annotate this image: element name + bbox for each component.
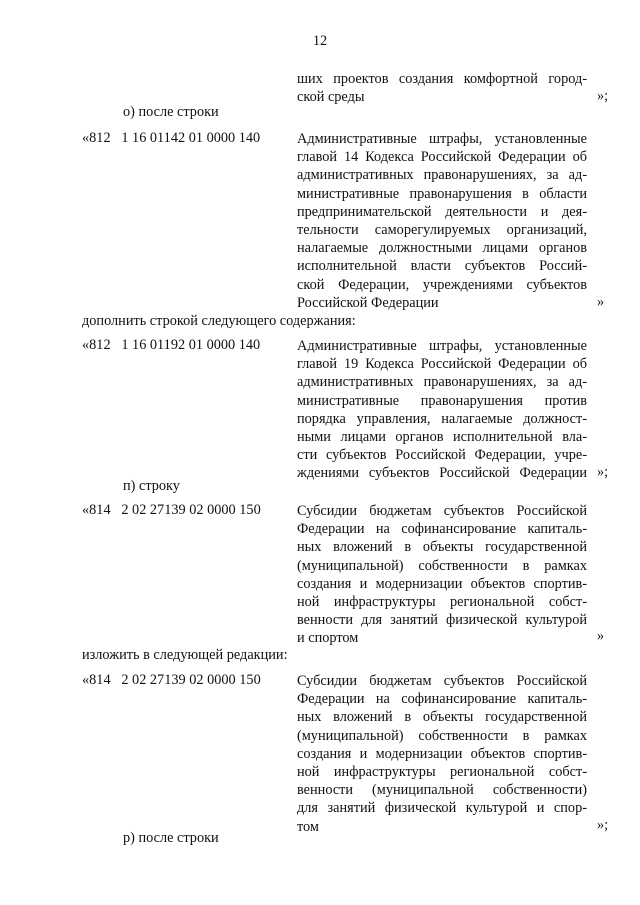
block1-code: «812 1 16 01142 01 0000 140	[82, 130, 261, 146]
desc-line: ской среды	[297, 89, 365, 106]
desc-line: Административные штрафы, установленные	[297, 338, 587, 354]
desc-line: том	[297, 818, 319, 835]
block2-closing-quote: »;	[597, 464, 609, 480]
desc-line: ных вложений в объекты государственной	[297, 539, 587, 556]
desc-line: ших проектов создания комфортной город-	[297, 71, 587, 87]
block2-code: «812 1 16 01192 01 0000 140	[82, 337, 261, 353]
block0-description	[297, 70, 587, 106]
block3-description	[297, 502, 587, 648]
block3-closing-quote: »	[597, 628, 605, 644]
desc-line: Субсидии бюджетам субъектов Российской	[297, 503, 587, 519]
desc-line: (муниципальной) собственности в рамках	[297, 557, 587, 574]
desc-line: ной инфраструктуры региональной собст-	[297, 593, 587, 610]
block0-closing-quote: »;	[597, 88, 609, 104]
desc-line: исполнительной власти субъектов Россий-	[297, 258, 587, 275]
instruction-p: п) строку	[123, 478, 180, 494]
desc-line: (муниципальной) собственности в рамках	[297, 727, 587, 744]
block4-description	[297, 672, 587, 836]
desc-line: предпринимательской деятельности и дея-	[297, 203, 587, 220]
desc-line: тельности саморегулируемых организаций,	[297, 221, 587, 238]
desc-line: ных вложений в объекты государственной	[297, 709, 587, 726]
desc-line: создания и модернизации объектов спортив-	[297, 745, 587, 762]
desc-line: порядка управления, налагаемые должност-	[297, 410, 587, 427]
desc-line: ской Федерации, учреждениями субъектов	[297, 276, 587, 293]
block1-closing-quote: »	[597, 294, 605, 310]
instruction-edit: изложить в следующей редакции:	[82, 647, 288, 663]
block2-description	[297, 337, 587, 483]
desc-line: главой 19 Кодекса Российской Федерации об	[297, 356, 587, 373]
desc-line: налагаемые должностными лицами органов	[297, 240, 587, 257]
page-number: 12	[312, 33, 328, 49]
instruction-o: о) после строки	[123, 104, 219, 120]
desc-line: административных правонарушениях, за ад-	[297, 167, 587, 184]
block4-code: «814 2 02 27139 02 0000 150	[82, 672, 261, 688]
desc-line: ной инфраструктуры региональной собст-	[297, 763, 587, 780]
desc-line: и спортом	[297, 630, 359, 647]
desc-line: ными лицами органов исполнительной вла-	[297, 428, 587, 445]
desc-line: венности (муниципальной собственности)	[297, 782, 587, 799]
desc-line: для занятий физической культурой и спор-	[297, 800, 587, 817]
desc-line: Российской Федерации	[297, 294, 439, 311]
desc-line: главой 14 Кодекса Российской Федерации об	[297, 149, 587, 166]
desc-line: сти субъектов Российской Федерации, учре-	[297, 447, 587, 464]
desc-line: Федерации на софинансирование капиталь-	[297, 521, 587, 538]
desc-line: Федерации на софинансирование капиталь-	[297, 691, 587, 708]
block3-code: «814 2 02 27139 02 0000 150	[82, 502, 261, 518]
block4-closing-quote: »;	[597, 817, 609, 833]
desc-line: Административные штрафы, установленные	[297, 131, 587, 147]
block1-description	[297, 130, 587, 312]
desc-line: министративные правонарушения против	[297, 392, 587, 409]
desc-line: создания и модернизации объектов спортив-	[297, 575, 587, 592]
desc-line: Субсидии бюджетам субъектов Российской	[297, 673, 587, 689]
desc-line: ждениями субъектов Российской Федерации	[297, 465, 587, 482]
desc-line: административных правонарушениях, за ад-	[297, 374, 587, 391]
desc-line: венности для занятий физической культурой	[297, 612, 587, 629]
desc-line: министративные правонарушения в области	[297, 185, 587, 202]
instruction-r: р) после строки	[123, 830, 219, 846]
instruction-add: дополнить строкой следующего содержания:	[82, 313, 356, 329]
